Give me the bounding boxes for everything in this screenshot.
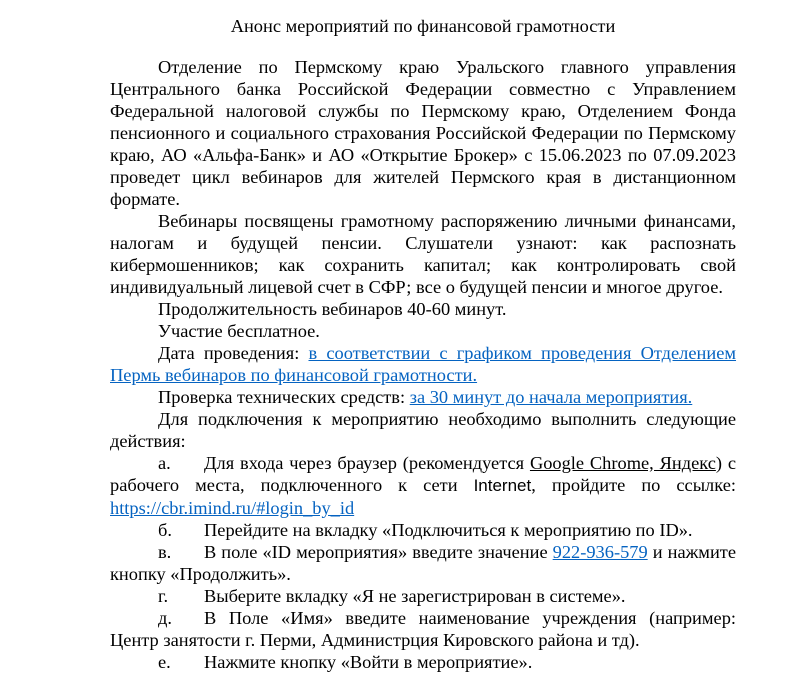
step-d [110, 585, 736, 607]
date-label: Дата проведения: [158, 343, 300, 363]
step-a [110, 452, 736, 519]
tech-check-link[interactable]: за 30 минут до начала мероприятия. [409, 387, 693, 407]
paragraph-intro: Отделение по Пермскому краю Уральского главного управления Центрального банка Российской Федерации совместно с Управлением Федеральной налоговой службы по Пермскому краю, Отделением Фонда пенсионного и социального страхования Российской Федерации по Пермскому краю, АО «Альфа-Банк» и АО «Открытие Брокер» с 15.06.2023 по 07.09.2023 проведет цикл вебинаров для жителей Пермского края в дистанционном формате. [110, 57, 736, 209]
step-a-browsers: Google Chrome, Яндекс [529, 453, 716, 473]
step-d-marker: г. [158, 586, 169, 606]
step-b [110, 519, 736, 541]
step-a-internet: Internet [473, 476, 532, 495]
step-f-text: Нажмите кнопку «Войти в мероприятие». [204, 652, 533, 672]
paragraph-duration: Продолжительность вебинаров 40-60 минут. [158, 299, 507, 319]
step-a-marker: а. [158, 453, 171, 473]
date-schedule-link[interactable]: в соответствии с графиком проведения Отделением Пермь вебинаров по финансовой грамотности. [110, 343, 737, 385]
step-b-text: Перейдите на вкладку «Подключиться к мероприятию по ID». [204, 520, 693, 540]
step-c [110, 541, 736, 585]
step-d-text: Выберите вкладку «Я не зарегистрирован в системе». [204, 586, 626, 606]
step-f-marker: е. [158, 652, 171, 672]
paragraph-date [110, 342, 736, 386]
step-a-text-after: ) с рабочего места, подключенного к сети [110, 453, 736, 495]
title-spacer [110, 38, 736, 56]
step-a-text-after2: , пройдите по ссылке: [531, 475, 736, 495]
step-e-marker: д. [158, 608, 172, 628]
login-link[interactable]: https://cbr.imind.ru/#login_by_id [110, 498, 355, 518]
paragraph-free: Участие бесплатное. [158, 321, 320, 341]
step-a-text-before: Для входа через браузер (рекомендуется [204, 453, 525, 473]
step-c-text-after: и нажмите кнопку «Продолжить». [110, 542, 736, 584]
step-b-marker: б. [158, 520, 172, 540]
step-f [110, 651, 736, 673]
document-title: Анонс мероприятий по финансовой грамотности [230, 16, 616, 36]
paragraph-connect-intro: Для подключения к мероприятию необходимо выполнить следующие действия: [110, 409, 736, 451]
step-e-text: В Поле «Имя» введите наименование учреждения (например: Центр занятости г. Перми, Администрция Кировского района и тд). [110, 608, 736, 650]
document-page [110, 0, 736, 673]
step-e [110, 607, 736, 651]
step-c-text-before: В поле «ID мероприятия» введите значение [204, 542, 548, 562]
event-id-link[interactable]: 922-936-579 [552, 542, 648, 562]
paragraph-tech-check [110, 386, 736, 408]
step-c-marker: в. [158, 542, 172, 562]
tech-check-label: Проверка технических средств: [158, 387, 406, 407]
paragraph-topics: Вебинары посвящены грамотному распоряжению личными финансами, налогам и будущей пенсии. Слушатели узнают: как распознать кибермошенников; как сохранить капитал; как контролировать свой индивидуальный лицевой счет в СФР; все о будущей пенсии и многое другое. [110, 211, 736, 297]
